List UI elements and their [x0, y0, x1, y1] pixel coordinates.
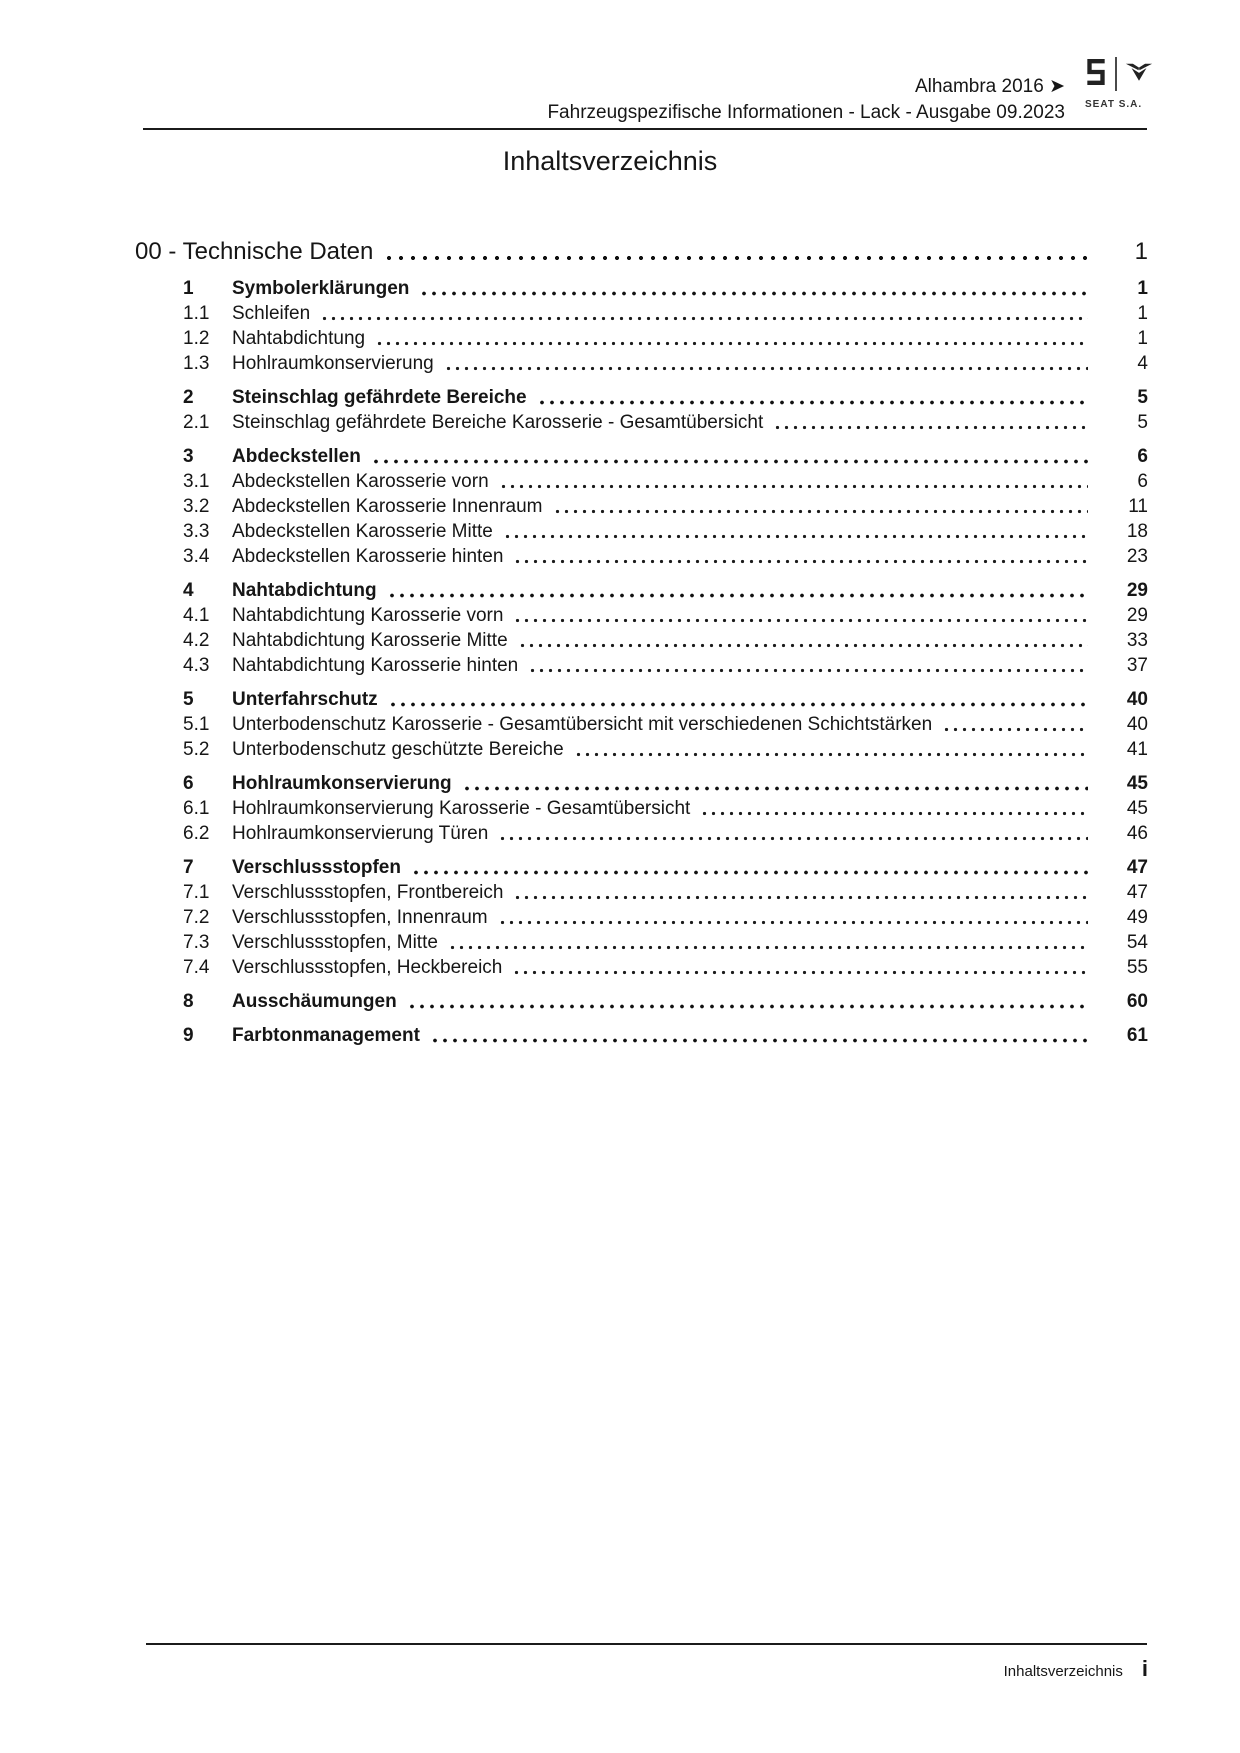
dot-leader: [375, 340, 1088, 347]
toc-entry-title: Abdeckstellen Karosserie Innenraum: [232, 496, 543, 517]
toc-entry-number: 7.3: [183, 932, 210, 953]
dot-leader: [518, 642, 1088, 649]
toc-entry-number: 6.1: [183, 798, 210, 819]
toc-entry-page: 49: [1126, 907, 1148, 928]
logo-divider: [1115, 57, 1117, 91]
toc-entry-number: 1: [183, 278, 194, 299]
toc-entry-title: Nahtabdichtung: [232, 328, 366, 349]
toc-entry-page: 45: [1126, 773, 1148, 794]
dot-leader: [773, 424, 1088, 431]
toc-entry-title: Abdeckstellen: [232, 446, 361, 467]
brand-caption: SEAT S.A.: [1085, 99, 1143, 110]
toc-entry-number: 8: [183, 991, 194, 1012]
toc-entry-number: 1.1: [183, 303, 210, 324]
toc-entry[interactable]: [135, 930, 1148, 955]
toc-chapter-entry[interactable]: [135, 237, 1148, 267]
toc-entry-number: 7: [183, 857, 194, 878]
toc-entry-number: 5.2: [183, 739, 210, 760]
toc-entry-title: Ausschäumungen: [232, 991, 397, 1012]
toc-entry-page: 23: [1126, 546, 1148, 567]
toc-entry-page: 33: [1126, 630, 1148, 651]
toc-entry-page: 11: [1128, 496, 1148, 517]
toc-group: [135, 1023, 1148, 1048]
toc-entry-title: Farbtonmanagement: [232, 1025, 420, 1046]
toc-group: [135, 385, 1148, 435]
dot-leader: [512, 969, 1088, 976]
toc-entry[interactable]: [135, 989, 1148, 1014]
dot-leader: [388, 701, 1088, 708]
toc-entry[interactable]: [135, 578, 1148, 603]
toc-entry-page: 1: [1137, 328, 1148, 349]
dot-leader: [383, 254, 1088, 262]
toc-group: [135, 771, 1148, 846]
seat-logo-icon: [1085, 59, 1107, 90]
toc-entry-number: 9: [183, 1025, 194, 1046]
toc-entry-title: Hohlraumkonservierung: [232, 353, 434, 374]
toc-entry-number: 6.2: [183, 823, 210, 844]
toc-entry-page: 6: [1137, 471, 1148, 492]
toc-entry-number: 2.1: [183, 412, 210, 433]
toc-entry-number: 1.3: [183, 353, 210, 374]
toc-entry-number: 7.1: [183, 882, 210, 903]
dot-leader: [411, 869, 1088, 876]
toc-entry-title: Abdeckstellen Karosserie Mitte: [232, 521, 493, 542]
toc-entry[interactable]: [135, 519, 1148, 544]
dot-leader: [942, 726, 1088, 733]
dot-leader: [462, 785, 1088, 792]
toc-entry-number: 2: [183, 387, 194, 408]
toc-entry-title: Symbolerklärungen: [232, 278, 410, 299]
toc-entry[interactable]: [135, 385, 1148, 410]
toc-entry-page: 18: [1126, 521, 1148, 542]
toc-entry[interactable]: [135, 880, 1148, 905]
dot-leader: [448, 944, 1088, 951]
dot-leader: [320, 315, 1088, 322]
header-text-block: [547, 74, 1065, 126]
toc-entry-title: Abdeckstellen Karosserie hinten: [232, 546, 504, 567]
toc-entry[interactable]: [135, 821, 1148, 846]
header-rule: [143, 128, 1147, 130]
toc-entry-page: 46: [1126, 823, 1148, 844]
dot-leader: [513, 558, 1088, 565]
toc-entry[interactable]: [135, 544, 1148, 569]
toc-entry-title: Hohlraumkonservierung: [232, 773, 452, 794]
toc-entry-page: 41: [1126, 739, 1148, 760]
toc-entry[interactable]: [135, 955, 1148, 980]
toc-entry-page: 29: [1126, 605, 1148, 626]
dot-leader: [503, 533, 1088, 540]
dot-leader: [498, 835, 1088, 842]
toc-entry-title: Verschlussstopfen, Mitte: [232, 932, 438, 953]
toc-entry-title: Nahtabdichtung Karosserie hinten: [232, 655, 519, 676]
dot-leader: [499, 483, 1088, 490]
toc-entry-number: 4: [183, 580, 194, 601]
toc-entry[interactable]: [135, 855, 1148, 880]
toc-entry-number: 4.2: [183, 630, 210, 651]
toc-entry-title: Nahtabdichtung Karosserie Mitte: [232, 630, 508, 651]
toc-entry-page: 5: [1137, 412, 1148, 433]
toc-entry-page: 47: [1126, 857, 1148, 878]
toc-entry[interactable]: [135, 469, 1148, 494]
toc-entry[interactable]: [135, 628, 1148, 653]
dot-leader: [419, 290, 1088, 297]
dot-leader: [553, 508, 1088, 515]
toc-entry-number: 7.2: [183, 907, 210, 928]
toc-entry-number: 5: [183, 689, 194, 710]
toc-entry-title: Unterbodenschutz geschützte Bereiche: [232, 739, 564, 760]
toc-entry-title: Verschlussstopfen, Innenraum: [232, 907, 488, 928]
toc-entry-title: Nahtabdichtung: [232, 580, 377, 601]
toc-entry-number: 3.2: [183, 496, 210, 517]
toc-entry-title: Steinschlag gefährdete Bereiche Karosserie - Gesamtübersicht: [232, 412, 764, 433]
dot-leader: [513, 617, 1088, 624]
toc-group: [135, 989, 1148, 1014]
dot-leader: [528, 667, 1088, 674]
dot-leader: [407, 1003, 1088, 1010]
dot-leader: [700, 810, 1088, 817]
toc-entry-page: 5: [1137, 387, 1148, 408]
toc-entry[interactable]: [135, 326, 1148, 351]
toc-entry-page: 29: [1126, 580, 1148, 601]
toc-entry-number: 7.4: [183, 957, 210, 978]
toc-chapter-label: 00 - Technische Daten: [135, 238, 374, 265]
dot-leader: [371, 458, 1088, 465]
footer-label: Inhaltsverzeichnis: [1003, 1663, 1123, 1680]
toc-entry-page: 40: [1126, 689, 1148, 710]
toc-group: [135, 444, 1148, 569]
toc-entry-page: 1: [1137, 303, 1148, 324]
brand-block: [1085, 56, 1155, 110]
toc-entry-title: Schleifen: [232, 303, 311, 324]
toc-chapter-page: 1: [1134, 238, 1148, 265]
toc-entry[interactable]: [135, 494, 1148, 519]
toc-group: [135, 687, 1148, 762]
toc-entry-page: 37: [1126, 655, 1148, 676]
toc-entry-title: Hohlraumkonservierung Türen: [232, 823, 489, 844]
toc-entry-title: Verschlussstopfen, Frontbereich: [232, 882, 504, 903]
toc-group: [135, 855, 1148, 980]
toc-entry-number: 4.3: [183, 655, 210, 676]
dot-leader: [537, 399, 1088, 406]
toc-entry[interactable]: [135, 603, 1148, 628]
toc-entry-number: 4.1: [183, 605, 210, 626]
toc-entry-page: 55: [1126, 957, 1148, 978]
toc-entry[interactable]: [135, 771, 1148, 796]
toc-entry-page: 45: [1126, 798, 1148, 819]
toc-entry[interactable]: [135, 301, 1148, 326]
footer-page-number: i: [1141, 1656, 1148, 1681]
header-info-line: Fahrzeugspezifische Informationen - Lack - Ausgabe 09.2023: [547, 102, 1065, 123]
toc-entry-number: 6: [183, 773, 194, 794]
dot-leader: [498, 919, 1088, 926]
toc-entry-page: 54: [1126, 932, 1148, 953]
toc-entry[interactable]: [135, 276, 1148, 301]
toc-entry-title: Verschlussstopfen: [232, 857, 401, 878]
toc-entry[interactable]: [135, 687, 1148, 712]
dot-leader: [513, 894, 1088, 901]
toc-entry-page: 6: [1137, 446, 1148, 467]
header-model-line: Alhambra 2016 ➤: [914, 76, 1065, 97]
toc-entry-page: 47: [1126, 882, 1148, 903]
toc-group: [135, 276, 1148, 376]
toc-entry[interactable]: [135, 712, 1148, 737]
dot-leader: [574, 751, 1088, 758]
toc-entry-page: 4: [1137, 353, 1148, 374]
dot-leader: [444, 365, 1088, 372]
toc-entry-page: 60: [1126, 991, 1148, 1012]
dot-leader: [430, 1037, 1088, 1044]
cupra-logo-icon: [1125, 61, 1153, 88]
toc-entry[interactable]: [135, 351, 1148, 376]
footer-rule: [146, 1643, 1147, 1645]
toc-entry[interactable]: [135, 444, 1148, 469]
toc-entry[interactable]: [135, 905, 1148, 930]
toc-entry-page: 1: [1137, 278, 1148, 299]
toc-entry-title: Unterfahrschutz: [232, 689, 378, 710]
toc-entry[interactable]: [135, 410, 1148, 435]
toc-entry-number: 5.1: [183, 714, 210, 735]
toc-entry-title: Verschlussstopfen, Heckbereich: [232, 957, 503, 978]
toc-entry-page: 40: [1126, 714, 1148, 735]
toc-entry-number: 3: [183, 446, 194, 467]
toc-entry[interactable]: [135, 653, 1148, 678]
dot-leader: [387, 592, 1088, 599]
toc-entry-title: Hohlraumkonservierung Karosserie - Gesamtübersicht: [232, 798, 691, 819]
toc-group: [135, 578, 1148, 678]
toc-entry[interactable]: [135, 737, 1148, 762]
table-of-contents: [135, 237, 1148, 1048]
toc-entry[interactable]: [135, 1023, 1148, 1048]
page-title: Inhaltsverzeichnis: [502, 146, 718, 176]
toc-entry[interactable]: [135, 796, 1148, 821]
toc-entry-number: 1.2: [183, 328, 210, 349]
toc-entry-title: Steinschlag gefährdete Bereiche: [232, 387, 527, 408]
toc-entry-page: 61: [1126, 1025, 1148, 1046]
toc-entry-title: Nahtabdichtung Karosserie vorn: [232, 605, 504, 626]
toc-entry-title: Unterbodenschutz Karosserie - Gesamtübersicht mit verschiedenen Schichtstärken: [232, 714, 933, 735]
toc-entry-number: 3.4: [183, 546, 210, 567]
toc-entry-title: Abdeckstellen Karosserie vorn: [232, 471, 489, 492]
toc-entry-number: 3.1: [183, 471, 210, 492]
toc-entry-number: 3.3: [183, 521, 210, 542]
